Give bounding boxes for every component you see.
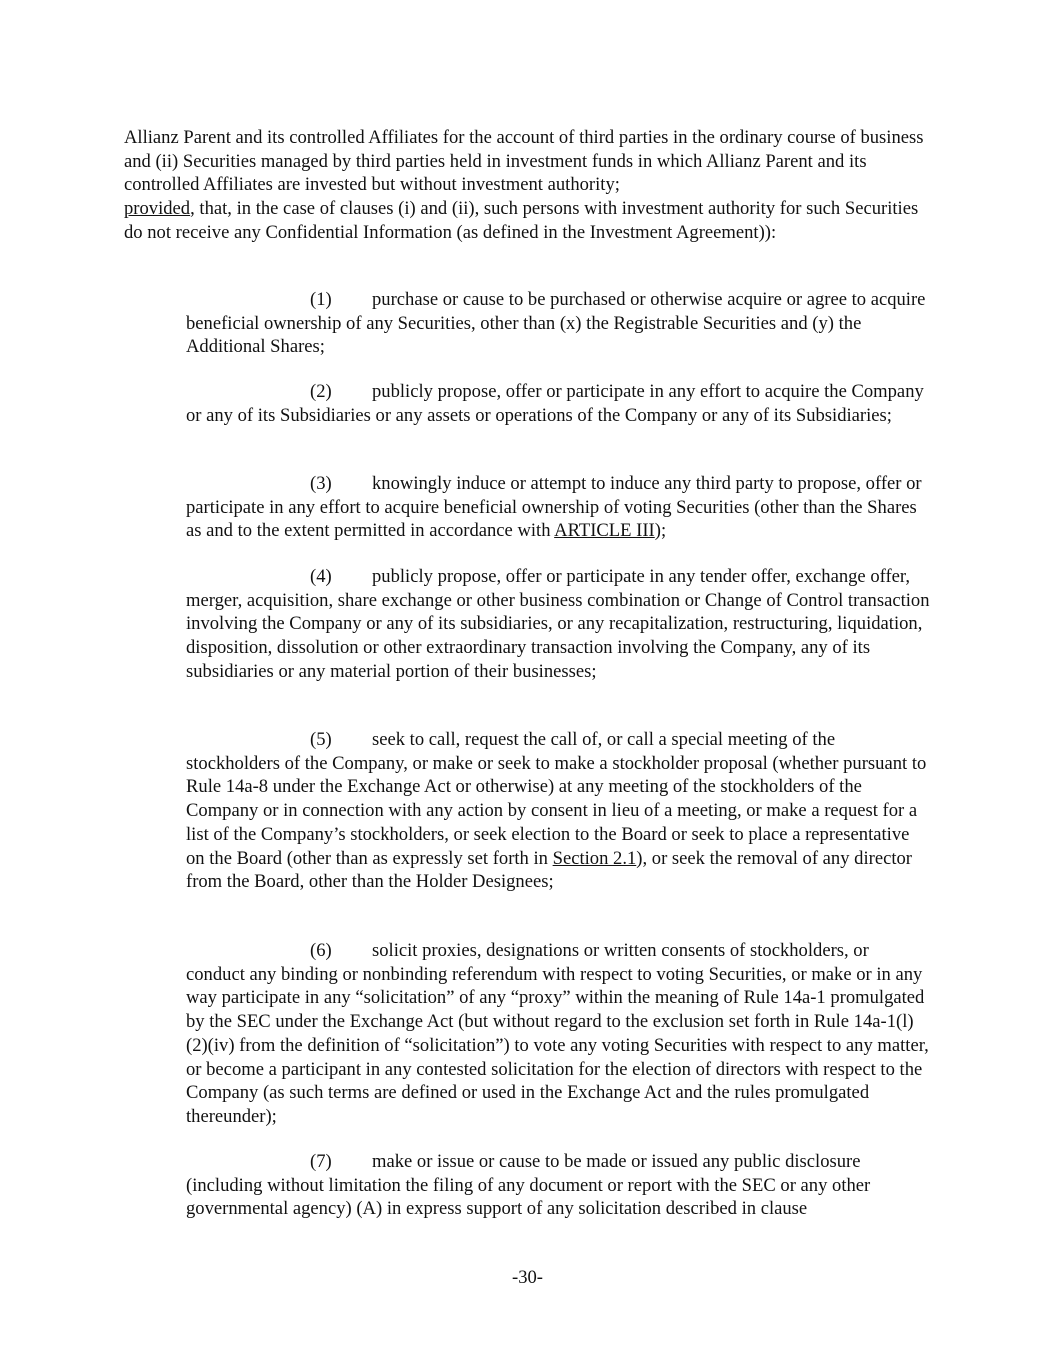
clause-text-end: );: [654, 520, 667, 542]
clause-number: (6): [310, 940, 332, 961]
clause-number: (4): [310, 566, 332, 587]
clause-3: [186, 472, 932, 543]
page-number: -30-: [512, 1267, 543, 1288]
clause-number: (1): [310, 289, 332, 310]
article-iii-reference: ARTICLE III: [554, 520, 655, 542]
clause-6: [186, 939, 932, 1129]
clause-number: (5): [310, 729, 332, 750]
section-2-1-reference: Section 2.1: [552, 847, 637, 869]
clause-5: [186, 728, 932, 894]
clause-text: seek to call, request the call of, or call a special meeting of the stockholders of the Company, or make or seek to make a stockholder proposal (whether pursuant to Rule 14a-8 under the Exchange Act or otherwise) at any meeting of the stockholders of the Company or in connection with any action by consent in lieu of a meeting, or make a request for a list of the Company’s stockholders, or seek election to the Board or seek to place a representative on the Board (other than as expressly set forth in: [186, 729, 927, 869]
intro-text-part1: Allianz Parent and its controlled Affiliates for the account of third parties in the ordinary course of business and (ii) Securities managed by third parties held in investment funds in which Allianz Parent and its controlled Affiliates are invested but without investment authority;: [124, 127, 924, 196]
clause-text: purchase or cause to be purchased or otherwise acquire or agree to acquire beneficial ownership of any Securities, other than (x) the Registrable Securities and (y) the Additional Shares;: [186, 289, 926, 358]
clause-text: solicit proxies, designations or written consents of stockholders, or conduct any binding or nonbinding referendum with respect to voting Securities, or make or in any way participate in any “solicitation” of any “proxy” within the meaning of Rule 14a-1 promulgated by the SEC under the Exchange Act (but without regard to the exclusion set forth in Rule 14a-1(l)(2)(iv) from the definition of “solicitation”) to vote any voting Securities with respect to any matter, or become a participant in any contested solicitation for the election of directors with respect to the Company (as such terms are defined or used in the Exchange Act and the rules promulgated thereunder);: [186, 940, 929, 1127]
clause-text-end: ), or seek the removal of any director from the Board, other than the Holder Designees;: [186, 847, 912, 893]
clause-1: [186, 288, 932, 359]
clause-number: (7): [310, 1151, 332, 1172]
clause-number: (2): [310, 381, 332, 402]
clause-7: [186, 1150, 932, 1221]
clause-text: make or issue or cause to be made or issued any public disclosure (including without limitation the filing of any document or report with the SEC or any other governmental agency) (A) in express support of any solicitation described in clause: [186, 1151, 871, 1220]
clause-4: [186, 565, 932, 684]
clause-text: publicly propose, offer or participate in any effort to acquire the Company or any of its Subsidiaries or any assets or operations of the Company or any of its Subsidiaries;: [186, 381, 924, 426]
intro-paragraph: [124, 126, 924, 245]
provided-term: provided: [124, 198, 191, 220]
clause-number: (3): [310, 473, 332, 494]
clause-text: knowingly induce or attempt to induce any third party to propose, offer or participate in any effort to acquire beneficial ownership of voting Securities (other than the Shares as and to the extent permitted in accordance with: [186, 473, 922, 542]
intro-text-part2: , that, in the case of clauses (i) and (ii), such persons with investment authority for such Securities do not receive any Confidential Information (as defined in the Investment Agreement)):: [124, 198, 919, 243]
clause-text: publicly propose, offer or participate in any tender offer, exchange offer, merger, acquisition, share exchange or other business combination or Change of Control transaction involving the Company or any of its subsidiaries, or any recapitalization, restructuring, liquidation, disposition, dissolution or other extraordinary transaction involving the Company, any of its subsidiaries or any material portion of their businesses;: [186, 566, 930, 682]
clause-2: [186, 380, 932, 427]
